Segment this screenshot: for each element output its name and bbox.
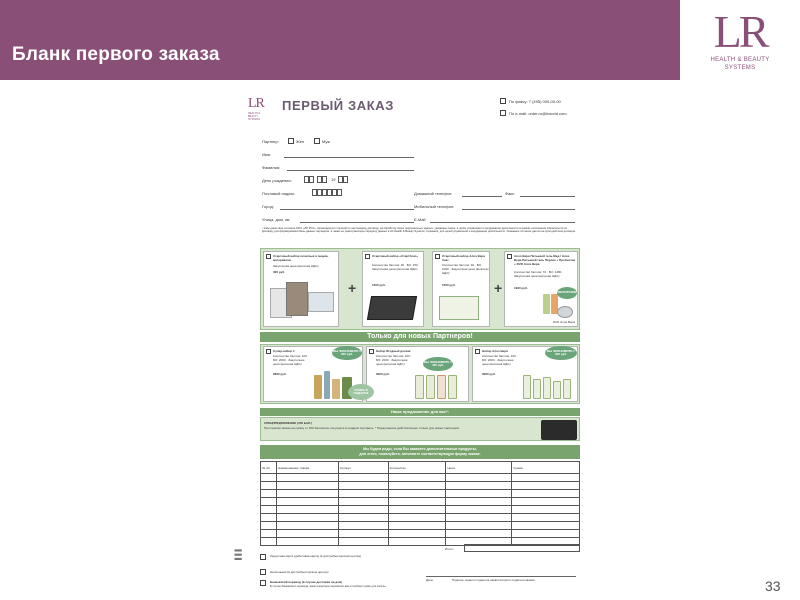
kit-4-bottle-image bbox=[543, 294, 550, 314]
lr-logo-subtitle-line2: SYSTEMS bbox=[724, 65, 756, 71]
table-row[interactable] bbox=[261, 474, 580, 482]
table-row[interactable] bbox=[261, 522, 580, 530]
order-table-header bbox=[260, 445, 580, 459]
aloe-bottle-image bbox=[533, 379, 541, 399]
super-kit-3-checkbox[interactable] bbox=[475, 349, 480, 354]
home-phone-field[interactable] bbox=[462, 196, 502, 197]
perfume-bottle-image bbox=[332, 379, 340, 399]
female-checkbox[interactable] bbox=[288, 138, 294, 144]
briefcase-image bbox=[541, 420, 577, 440]
lr-logo-subtitle-line1: HEALTH & BEAUTY bbox=[710, 57, 770, 63]
table-row[interactable] bbox=[261, 498, 580, 506]
table-row[interactable] bbox=[261, 530, 580, 538]
payment-card-label: Кредитная карта (дебетовая карта) (в дистрибьюторском центре) bbox=[270, 554, 362, 558]
kit-3-title: Стартовый набор Алоэ Вера бокс bbox=[442, 254, 485, 262]
name-label: Имя: bbox=[262, 152, 271, 157]
signature-line[interactable] bbox=[426, 576, 576, 577]
col-price: Цена bbox=[446, 462, 512, 474]
super-kit-3-body: Количество баллов: 100 · БО: 2000 · Закупочная цена (включая НДС): bbox=[482, 354, 518, 366]
total-field[interactable] bbox=[464, 544, 580, 552]
aloe-bottle-image bbox=[523, 375, 531, 399]
fax2-label: Факс: bbox=[505, 191, 516, 196]
postal-label: Почтовый индекс: bbox=[262, 191, 296, 196]
name-field[interactable] bbox=[284, 157, 414, 158]
email2-label: E-Mail: bbox=[414, 217, 427, 222]
new-partners-banner: Только для новых Партнеров! bbox=[260, 332, 580, 342]
order-header-line1: Мы будем рады, если Вы закажете дополнительные продукты, bbox=[363, 447, 477, 451]
col-number: № п/п bbox=[261, 462, 277, 474]
fax2-field[interactable] bbox=[520, 196, 575, 197]
surname-label: Фамилия: bbox=[262, 165, 281, 170]
table-row[interactable] bbox=[261, 514, 580, 522]
email-label: По e-mail: order.ru@lrworld.com bbox=[509, 111, 567, 116]
email2-field[interactable] bbox=[430, 222, 575, 223]
super-kit-1-save-badge: ВЫ ЭКОНОМИТЕ 1 000 руб. bbox=[332, 346, 362, 360]
order-table-head-row bbox=[261, 462, 580, 474]
kit-4-body: Количество баллов: 74 · БО: 1480 · Закупочная цена (включая НДС): bbox=[514, 270, 564, 278]
aloe-bottle-image bbox=[553, 381, 561, 399]
special-offer-label: СПЕЦПРЕДЛОЖЕНИЕ (150 БАЛ.) bbox=[264, 421, 313, 425]
male-checkbox[interactable] bbox=[314, 138, 320, 144]
kit-4-price: 1900 руб. bbox=[514, 286, 528, 290]
surname-field[interactable] bbox=[287, 170, 414, 171]
order-form-sheet bbox=[242, 88, 594, 600]
kit-card-2 bbox=[362, 251, 424, 327]
payment-cash-label: Наличными (в дистрибьюторском центре) bbox=[270, 570, 329, 574]
plus-icon: + bbox=[494, 280, 503, 296]
kit-1-body: Закупочная цена (включая НДС): bbox=[273, 264, 320, 268]
plus-icon: + bbox=[348, 280, 357, 296]
lr-logo-subtitle bbox=[680, 56, 800, 72]
kit-2-price: 1500 руб. bbox=[372, 283, 386, 287]
bank-note: В случае банковского перевода, ваши операторы перезвонят вам и сообщат сумму для оплаты. bbox=[270, 585, 387, 588]
payment-bank-checkbox[interactable] bbox=[260, 580, 266, 586]
lr-logo-mark: LR bbox=[713, 6, 767, 57]
fax-checkbox[interactable] bbox=[500, 98, 506, 104]
order-table bbox=[260, 461, 580, 546]
kit-card-1 bbox=[263, 251, 339, 327]
date-label: Дата bbox=[426, 578, 433, 582]
female-label: Жен bbox=[296, 139, 305, 144]
dvd-disc-image bbox=[557, 306, 573, 318]
col-product-name: Наименование товара bbox=[276, 462, 338, 474]
free-bag-badge: СУМКА В ПОДАРОК bbox=[348, 384, 374, 400]
city-label: Город: bbox=[262, 204, 274, 209]
super-kit-card-3 bbox=[472, 346, 578, 402]
kit-2-title: Стартовый набор «Стартбокс» bbox=[372, 254, 418, 258]
kit-3-body: Количество баллов: 40 · БО: 1000 · Закупочная цена (включая НДС): bbox=[442, 263, 489, 275]
super-kit-2-checkbox[interactable] bbox=[369, 349, 374, 354]
super-kit-3-price: 3000 руб. bbox=[482, 372, 496, 376]
kit-1-title: Стартовый набор печатных и медиа-материалов bbox=[273, 254, 329, 262]
kit-4-title: Алоэ Вера Питьевой гель Мед / Алоэ Вера Питьевой гель Персик + Пробиотик + DVD Алоэ Вера bbox=[514, 254, 576, 266]
kit-3-checkbox[interactable] bbox=[435, 254, 440, 259]
col-quantity: Количество bbox=[388, 462, 446, 474]
payment-cash-checkbox[interactable] bbox=[260, 569, 266, 575]
kit-1-leaflet-image bbox=[308, 292, 334, 312]
fax-label: По факсу: 7 (495) 000-00-00 bbox=[509, 99, 561, 104]
kit-3-price: 1500 руб. bbox=[442, 283, 456, 287]
super-kit-1-checkbox[interactable] bbox=[266, 349, 271, 354]
birthday-field[interactable] bbox=[304, 176, 384, 184]
total-label: Итого: bbox=[445, 547, 454, 551]
super-kit-3-save-badge: ВЫ ЭКОНОМИТЕ 1 320 руб. bbox=[545, 346, 577, 360]
form-title: ПЕРВЫЙ ЗАКАЗ bbox=[282, 98, 394, 113]
super-kit-2-title: Набор Ягодный допинг bbox=[376, 349, 411, 353]
male-label: Муж bbox=[322, 139, 331, 144]
header-bar bbox=[0, 0, 680, 80]
order-header-line2: для этого, пожалуйста, заполните соответствующую форму заказа: bbox=[359, 452, 481, 456]
birthday-label: День рождения: bbox=[262, 178, 292, 183]
form-logo-mark: LR bbox=[248, 96, 264, 111]
kit-2-body: Количество баллов: 30 · БО: 150 · Закупочная цена (включая НДС): bbox=[372, 263, 420, 271]
form-logo bbox=[248, 96, 268, 121]
side-code: ▌▌▌ bbox=[236, 547, 242, 560]
super-kit-3-title: Набор Алоэ Вера bbox=[482, 349, 508, 353]
aloe-bottle-image bbox=[563, 379, 571, 399]
postal-field[interactable] bbox=[312, 189, 372, 197]
special-offer-header: Наше предложение для вас*: bbox=[260, 408, 580, 416]
super-kit-2-price: 3000 руб. bbox=[376, 372, 390, 376]
street-field[interactable] bbox=[300, 222, 414, 223]
super-kit-2-save-badge: ВЫ ЭКОНОМИТЕ 1 420 руб. bbox=[423, 357, 453, 371]
kit-2-startbox-image bbox=[367, 296, 417, 320]
kit-1-portrait-image bbox=[286, 282, 308, 316]
perfume-bottle-image bbox=[324, 371, 330, 399]
partner-label: Партнер: bbox=[262, 139, 279, 144]
super-kit-2-body: Количество баллов: 100 · БО: 2000 · Закупочная цена (включая НДС): bbox=[376, 354, 412, 366]
signature-label: Подпись первого подателя заявки второго подателя заявки bbox=[452, 578, 535, 582]
special-offer-panel bbox=[260, 417, 580, 441]
super-kit-1-body: Количество баллов: 100 · БО: 2000 · Закупочная цена (включая НДС): bbox=[273, 354, 309, 366]
perfume-bottle-image bbox=[314, 375, 322, 399]
drink-bottle-image bbox=[415, 375, 424, 399]
city-field[interactable] bbox=[280, 209, 414, 210]
year-prefix: 19 bbox=[331, 177, 336, 182]
aloe-bottle-image bbox=[543, 377, 551, 399]
table-row[interactable] bbox=[261, 490, 580, 498]
mobile-field[interactable] bbox=[462, 209, 575, 210]
kit-4-checkbox[interactable] bbox=[507, 254, 512, 259]
dvd-caption: DVD Алоэ Вера bbox=[553, 320, 575, 324]
mobile-label: Мобильный телефон: bbox=[414, 204, 455, 209]
drink-bottle-image bbox=[426, 375, 435, 399]
table-row[interactable] bbox=[261, 506, 580, 514]
drink-bottle-image bbox=[437, 375, 446, 399]
home-phone-label: Домашний телефон: bbox=[414, 191, 453, 196]
drink-bottle-image bbox=[448, 375, 457, 399]
street-label: Улица, дом, кв: bbox=[262, 217, 291, 222]
table-row[interactable] bbox=[261, 482, 580, 490]
payment-card-checkbox[interactable] bbox=[260, 554, 266, 560]
slide-title: Бланк первого заказа bbox=[12, 44, 220, 65]
kit-1-checkbox[interactable] bbox=[266, 254, 271, 259]
kit-card-3 bbox=[432, 251, 490, 327]
lr-logo bbox=[680, 0, 800, 80]
kit-card-4 bbox=[504, 251, 578, 327]
exclusive-badge: ЭКСКЛЮЗИВ bbox=[557, 287, 577, 299]
special-offer-text: При первом заказе на сумму от 150 баллов вы получаете в подарок портфель. * Предложение действительно только для новых партнеров. bbox=[264, 426, 460, 430]
kit-1-price: 300 руб. bbox=[273, 270, 285, 274]
kit-3-aloe-box-image bbox=[439, 296, 479, 320]
slide-number: 33 bbox=[765, 578, 781, 594]
email-checkbox[interactable] bbox=[500, 110, 506, 116]
super-kit-card-2 bbox=[366, 346, 469, 402]
kit-2-checkbox[interactable] bbox=[365, 254, 370, 259]
payment-bank-label: Банковский перевод (в случае доставки на дом) bbox=[270, 580, 343, 584]
super-kit-1-price: 2800 руб. bbox=[273, 372, 287, 376]
col-article: Артикул bbox=[338, 462, 388, 474]
form-logo-sub: HEALTH & BEAUTY SYSTEMS bbox=[248, 112, 261, 121]
super-kit-1-title: Супер-набор 1 bbox=[273, 349, 295, 353]
consent-text: - я/мы даем свое согласие ООО «ЛР РУС», являющемуся стороной по настоящему договору, на обработку своих персональных данных, указанных выше, в целях управления и координации деятельности в рамках исполнения обязательств по Договору для формирования базы данных партнеров, а также на трансграничную передачу данных в LR Health & Beauty Systems, Германия, для целей управления и координации деятельности. Указанное согласие дается на срок действия договора. bbox=[262, 227, 576, 234]
col-sum: Сумма bbox=[512, 462, 580, 474]
